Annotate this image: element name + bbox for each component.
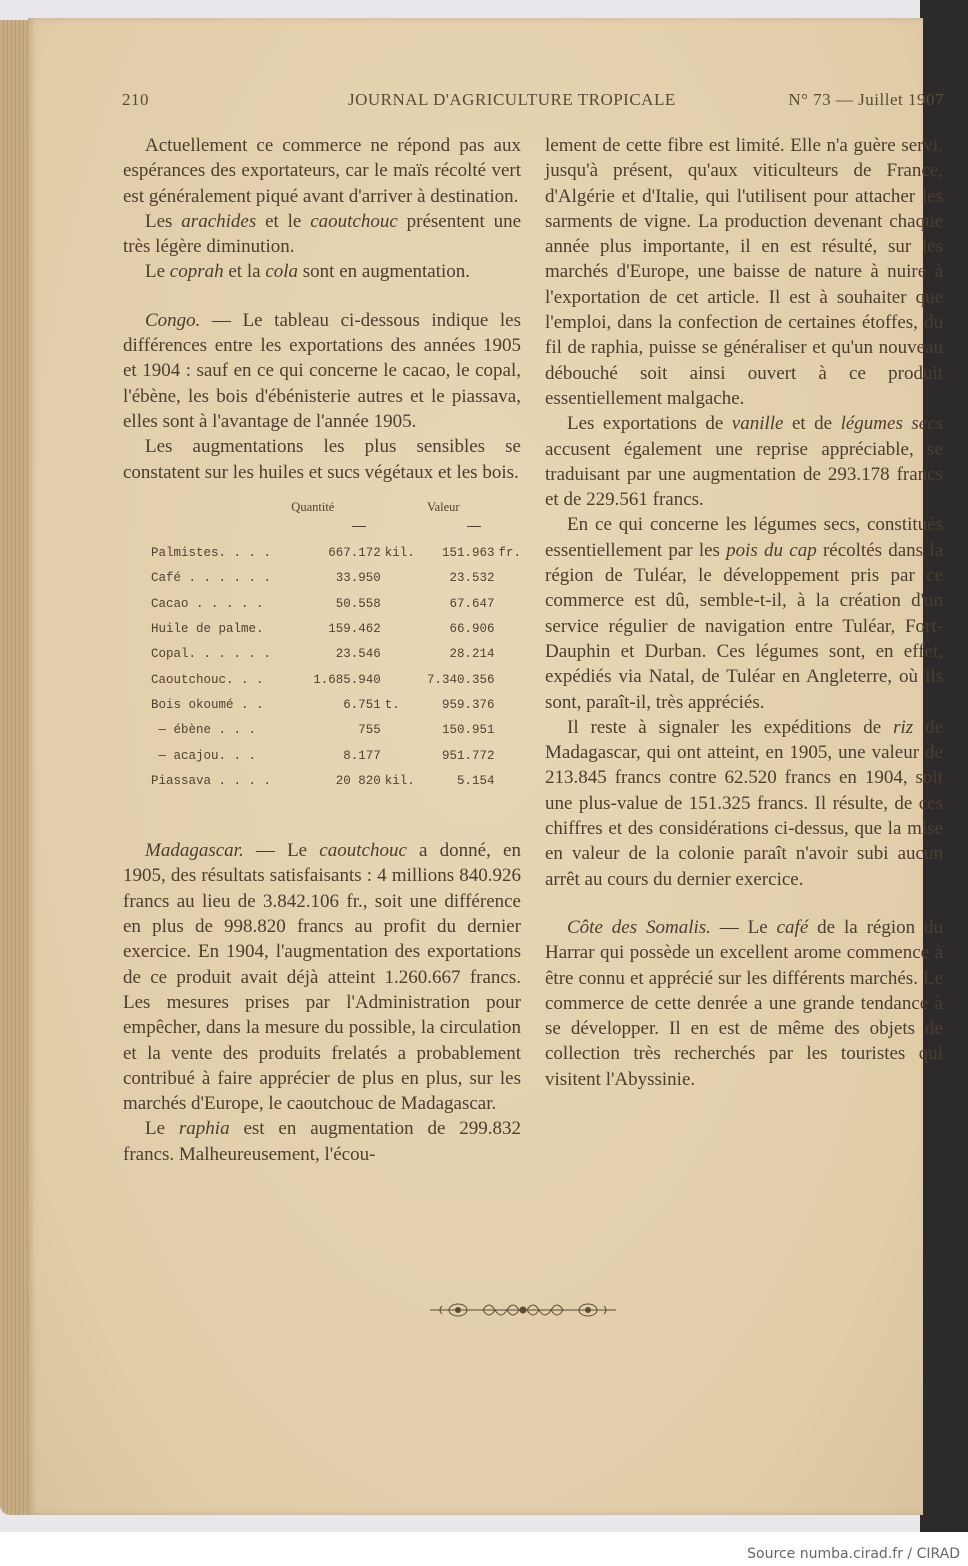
section-heading: Congo. [145,309,201,331]
paragraph: En ce qui concerne les légumes secs, constitués essentiellement par les pois du cap récoltés dans la région de Tuléar, le développement pris par ce commerce est dû, semble-t-il, à la création d'un service régulier de navigation entre Tuléar, Fort-Dauphin et Durban. Ces légumes sont, en effet, expédiés via Natal, de Tuléar en Angleterre, où ils sont, paraît-il, très appréciés. [545,514,943,713]
quantity: 33.950 [335,571,381,586]
table-row [151,592,521,617]
value-unit [494,668,521,693]
quantity-unit [381,744,427,769]
table-row [151,693,521,718]
value-unit [494,642,521,667]
table-row [151,566,521,591]
quantity: 159.462 [328,622,381,637]
product-name: — acajou. . . [151,748,257,763]
section-madagascar: Madagascar. — Le caoutchouc a donné, en 1905, des résultats satisfaisants : 4 millions 840.926 francs au lieu de 3.842.106 fr., soit une différence en plus de 998.820 francs au profit du dernier exercice. En 1904, l'augmentation des exportations de ce produit avait déjà atteint 1.260.667 francs. Les mesures prises par l'Administration pour empêcher, dans la mesure du possible, la circulation et la vente des produits frelatés a probablement contribué à faire apprécier de plus en plus, sur les marchés d'Europe, le caoutchouc de Madagascar. [123,840,521,1115]
value-unit [494,693,521,718]
value: 23.532 [449,571,495,586]
value: 66.906 [449,622,495,637]
value-unit [494,592,521,617]
paragraph: Les exportations de vanille et de légumes secs accusent également une reprise appréciable, se traduisant par une augmentation de 293.178 francs et de 229.561 francs. [545,413,943,511]
quantity: 1.685.940 [313,672,381,687]
product-name: Piassava . . . . [151,773,272,788]
running-header [122,90,944,114]
paragraph: Les arachides et le caoutchouc présentent une très légère diminution. [123,210,522,258]
paragraph: Il reste à signaler les expéditions de riz de Madagascar, qui ont atteint, en 1905, une valeur de 213.845 francs contre 62.520 francs en 1904, soit une plus-value de 151.325 francs. Il résulte, de ces chiffres et des considérations ci-dessus, que la mise en valeur de la colonie paraît n'avoir subi aucun arrêt au cours du dernier exercice. [545,716,944,890]
quantity-unit [381,617,427,642]
value: 151.963 [441,546,495,561]
value-unit: fr. [498,546,521,561]
value: 5.154 [456,773,495,788]
page-number: 210 [122,90,149,109]
table-row [151,718,521,743]
quantity: 23.546 [335,647,381,662]
quantity-unit [381,668,427,693]
quantity-unit: t. [384,697,400,712]
value-unit [494,744,521,769]
quantity: 20 820 [335,773,381,788]
source-credit: Source numba.cirad.fr / CIRAD [747,1546,960,1562]
page-edges [0,20,30,1515]
paragraph: Le raphia est en augmentation de 299.832 francs. Malheureusement, l'écou- [123,1118,522,1165]
right-column [545,133,943,1092]
column-header-quantity: Quantité [291,495,427,541]
quantity: 8.177 [343,748,381,763]
congo-exports-table [151,495,521,794]
quantity-unit [381,592,427,617]
quantity-unit: kil. [384,773,415,788]
table-row [151,617,521,642]
quantity-unit [381,566,427,591]
value: 951.772 [441,748,495,763]
issue-info: N° 73 — Juillet 1907 [788,90,944,109]
product-name: Cacao . . . . . [151,596,264,611]
quantity-unit: kil. [384,546,415,561]
product-name: — ébène . . . [151,723,257,738]
journal-title: JOURNAL D'AGRICULTURE TROPICALE [348,90,676,109]
quantity: 6.751 [343,697,381,712]
fleuron-ornament-icon [428,1298,618,1322]
value: 67.647 [449,596,495,611]
paragraph: Actuellement ce commerce ne répond pas aux espérances des exportateurs, car le maïs récolté vert est généralement piqué avant d'arriver à destination. [123,135,521,207]
product-name: Caoutchouc. . . [151,672,264,687]
value-unit [494,718,521,743]
quantity-unit [381,642,427,667]
quantity-unit [381,718,427,743]
quantity: 50.558 [335,596,381,611]
section-congo: Congo. — Le tableau ci-dessous indique les différences entre les exportations des années 1905 et 1904 : sauf en ce qui concerne le cacao, le copal, l'ébène, les bois d'ébénisterie autres et le piassava, elles sont à l'avantage de l'année 1905. [123,309,521,432]
section-heading: Côte des Somalis. [567,916,711,938]
column-header-value: Valeur [427,495,521,541]
product-name: Copal. . . . . . [151,647,272,662]
section-cote-des-somalis: Côte des Somalis. — Le café de la région du Harrar qui possède un excellent arome commence à être connu et apprécié sur les différents marchés. Le commerce de cette denrée a une grande tendance à se développer. Il en est de même des objets de collection très recherchés par les touristes qui visitent l'Abyssinie. [545,916,943,1090]
product-name: Huile de palme. [151,622,264,637]
table-row [151,541,521,566]
product-name: Bois okoumé . . [151,697,264,712]
quantity: 755 [358,723,381,738]
value-unit [494,769,521,794]
value: 28.214 [449,647,495,662]
product-name: Café . . . . . . [151,571,272,586]
paragraph: Les augmentations les plus sensibles se constatent sur les huiles et sucs végétaux et les bois. [123,436,521,483]
left-column [123,133,521,1167]
paragraph: Le coprah et la cola sont en augmentation. [145,261,471,283]
value: 959.376 [441,697,495,712]
quantity: 667.172 [328,546,381,561]
table-row [151,744,521,769]
value: 7.340.356 [426,672,495,687]
section-heading: Madagascar. [145,840,244,862]
paragraph: lement de cette fibre est limité. Elle n'a guère servi, jusqu'à présent, qu'aux viticulteurs de France, d'Algérie et d'Italie, qui l'utilisent pour attacher les sarments de vigne. La production devenant chaque année plus importante, il en est résulté, sur les marchés d'Europe, une baisse de nature à nuire à l'exportation de cet article. Il est à souhaiter que l'emploi, dans la confection de certaines étoffes, du fil de raphia, puisse se généraliser et qu'un nouveau débouché soit ainsi ouvert à ce produit essentiellement malgache. [545,135,943,409]
value: 150.951 [441,723,495,738]
value-unit [494,566,521,591]
table-row [151,769,521,794]
value-unit [494,617,521,642]
product-name: Palmistes. . . . [151,546,272,561]
table-row [151,668,521,693]
table-row [151,642,521,667]
